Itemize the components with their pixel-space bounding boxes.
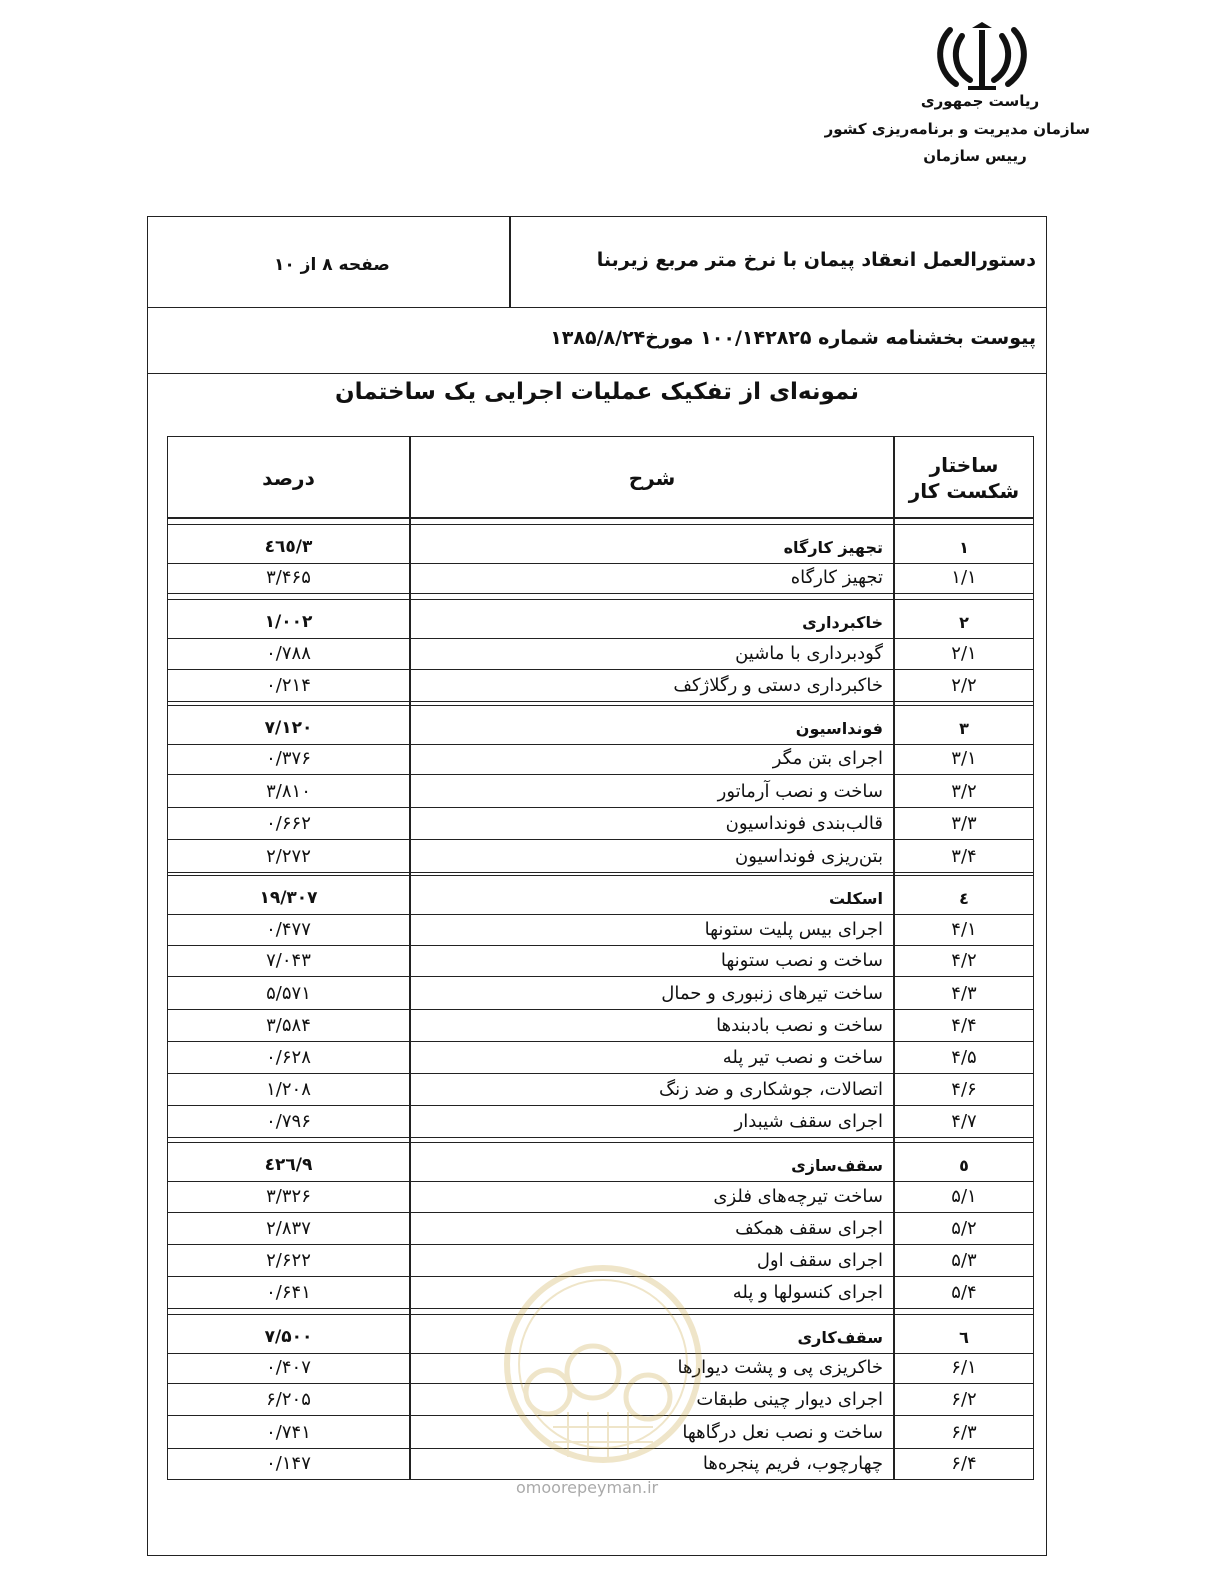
header-wbs-line1: ساختار [929, 453, 999, 477]
org-line-organization: سازمان مدیریت و برنامه‌ریزی کشور [824, 120, 1090, 138]
group-separator [168, 524, 1033, 525]
percent-cell: ۰/۶۶۲ [266, 812, 311, 834]
description-cell: ساخت و نصب بادبندها [716, 1014, 883, 1036]
org-line-presidency: ریاست جمهوری [920, 92, 1040, 110]
percent-cell: ۶/۲۰۵ [266, 1388, 311, 1410]
wbs-code-cell: ۶/۳ [951, 1421, 977, 1443]
description-cell: ساخت تیرچه‌های فلزی [713, 1185, 883, 1207]
header-wbs [895, 437, 1033, 519]
attachment-row [148, 307, 1046, 374]
wbs-code-cell: ۳/۳ [951, 812, 977, 834]
section-title: نمونه‌ای از تفکیک عملیات اجرایی یک ساختمان [334, 379, 859, 405]
percent-cell: ۰/۳۷۶ [266, 747, 311, 769]
group-separator [168, 705, 1033, 706]
description-cell: اتصالات، جوشکاری و ضد زنگ [659, 1078, 883, 1100]
wbs-code-cell: ۶/۱ [951, 1356, 977, 1378]
percent-cell: ۵/۵۷۱ [266, 982, 311, 1004]
wbs-code-cell: ۴/۴ [951, 1014, 977, 1036]
wbs-code-cell: ۲/۱ [951, 642, 977, 664]
wbs-code-cell: ٤ [959, 888, 969, 908]
percent-cell: ۱/۰۰۲ [264, 612, 313, 632]
description-cell: اجرای سقف همکف [735, 1217, 883, 1239]
description-cell: خاکبرداری [802, 612, 883, 632]
row-divider [168, 839, 1033, 840]
wbs-code-cell: ۳ [959, 718, 969, 738]
row-divider [168, 774, 1033, 775]
wbs-code-cell: ۱ [959, 537, 969, 557]
percent-cell: ۲/۸۳۷ [266, 1217, 311, 1239]
wbs-code-cell: ۴/۵ [951, 1046, 977, 1068]
percent-cell: ۲/۶۲۲ [266, 1249, 311, 1271]
wbs-code-cell: ۵/۲ [951, 1217, 977, 1239]
percent-cell: ۷/۱۲۰ [264, 718, 313, 738]
row-divider [168, 701, 1033, 702]
percent-cell: ۱۹/۳۰۷ [259, 888, 318, 908]
header-description: شرح [628, 466, 676, 490]
row-divider [168, 1137, 1033, 1138]
percent-cell: ۳/۸۱۰ [266, 780, 311, 802]
document-title: دستورالعمل انعقاد پیمان با نرخ متر مربع زیربنا [596, 249, 1036, 271]
percent-cell: ۳/۳۲۶ [266, 1185, 311, 1207]
description-cell: بتن‌ریزی فونداسیون [735, 845, 883, 867]
percent-cell: ۰/۴۰۷ [266, 1356, 311, 1378]
percent-cell: ۷/۵۰۰ [264, 1327, 313, 1347]
wbs-code-cell: ۳/۱ [951, 747, 977, 769]
org-line-head: رییس سازمان [923, 147, 1027, 165]
wbs-code-cell: ۵/۳ [951, 1249, 977, 1271]
description-cell: اسکلت [829, 888, 883, 908]
percent-cell: ۳/۵۸۴ [266, 1014, 311, 1036]
percent-cell: ۰/۷۴۱ [266, 1421, 311, 1443]
description-cell: ساخت و نصب نعل درگاهها [682, 1421, 883, 1443]
description-cell: سقف‌سازی [791, 1155, 883, 1175]
watermark-seal [498, 1262, 708, 1467]
title-row [148, 217, 1046, 308]
percent-cell: ۳/٤٦٥ [264, 537, 313, 557]
wbs-code-cell: ۵/۴ [951, 1281, 977, 1303]
description-cell: اجرای سقف شیبدار [734, 1110, 883, 1132]
header-wbs-line2: شکست کار [908, 479, 1020, 503]
percent-cell: ۰/۲۱۴ [266, 674, 311, 696]
group-separator [168, 599, 1033, 600]
wbs-code-cell: ٦ [959, 1327, 969, 1347]
percent-cell: ۰/۷۹۶ [266, 1110, 311, 1132]
wbs-code-cell: ۴/۶ [951, 1078, 977, 1100]
wbs-code-cell: ۲ [959, 612, 969, 632]
wbs-code-cell: ۴/۳ [951, 982, 977, 1004]
page-indicator: صفحه ۸ از ۱۰ [274, 255, 390, 275]
group-separator [168, 875, 1033, 876]
description-cell: چهارچوب، فریم پنجره‌ها [702, 1452, 883, 1474]
description-cell: ساخت تیرهای زنبوری و حمال [661, 982, 883, 1004]
attachment-reference: پیوست بخشنامه شماره ۱۰۰/۱۴۲۸۲۵ مورخ۱۳۸۵/۸/۲۴ [550, 327, 1036, 349]
percent-cell: ۰/۱۴۷ [266, 1452, 311, 1474]
wbs-code-cell: ۲/۲ [951, 674, 977, 696]
percent-cell: ۰/۴۷۷ [266, 918, 311, 940]
wbs-code-cell: ۴/۷ [951, 1110, 977, 1132]
wbs-code-cell: ۶/۴ [951, 1452, 977, 1474]
wbs-code-cell: ۵/۱ [951, 1185, 977, 1207]
iran-emblem-logo [932, 22, 1032, 96]
description-cell: خاکریزی پی و پشت دیوارها [677, 1356, 883, 1378]
description-cell: ساخت و نصب آرماتور [717, 780, 883, 802]
description-cell: گودبرداری با ماشین [735, 642, 883, 664]
row-divider [168, 976, 1033, 977]
description-cell: فونداسیون [795, 718, 883, 738]
wbs-code-cell: ۱/۱ [951, 566, 977, 588]
description-cell: تجهیز کارگاه [790, 566, 883, 588]
percent-cell: ۲/۲۷۲ [266, 845, 311, 867]
description-cell: اجرای دیوار چینی طبقات [696, 1388, 883, 1410]
wbs-code-cell: ۳/۴ [951, 845, 977, 867]
percent-cell: ۱/۲۰۸ [266, 1078, 311, 1100]
description-cell: اجرای بتن مگر [772, 747, 883, 769]
percent-cell: ۳/۴۶۵ [266, 566, 311, 588]
row-divider [168, 593, 1033, 594]
description-cell: سقف‌کاری [797, 1327, 883, 1347]
title-divider [509, 217, 511, 307]
wbs-code-cell: ۴/۲ [951, 949, 977, 971]
description-cell: ساخت و نصب ستونها [720, 949, 883, 971]
percent-cell: ۹/٤٢٦ [264, 1155, 313, 1175]
header-percent: درصد [262, 466, 315, 490]
group-separator [168, 1142, 1033, 1143]
description-cell: قالب‌بندی فونداسیون [725, 812, 883, 834]
percent-cell: ۰/۶۴۱ [266, 1281, 311, 1303]
percent-cell: ۷/۰۴۳ [266, 949, 311, 971]
row-divider [168, 872, 1033, 873]
description-cell: اجرای بیس پلیت ستونها [704, 918, 883, 940]
percent-cell: ۰/۶۲۸ [266, 1046, 311, 1068]
description-cell: تجهیز کارگاه [783, 537, 883, 557]
description-cell: اجرای کنسولها و پله [732, 1281, 883, 1303]
description-cell: ساخت و نصب تیر پله [722, 1046, 883, 1068]
wbs-code-cell: ٥ [959, 1155, 969, 1175]
wbs-code-cell: ۳/۲ [951, 780, 977, 802]
wbs-code-cell: ۴/۱ [951, 918, 977, 940]
wbs-code-cell: ۶/۲ [951, 1388, 977, 1410]
percent-cell: ۰/۷۸۸ [266, 642, 311, 664]
watermark-site: omoorepeyman.ir [516, 1478, 659, 1497]
description-cell: خاکبرداری دستی و رگلاژکف [673, 674, 883, 696]
description-cell: اجرای سقف اول [756, 1249, 883, 1271]
